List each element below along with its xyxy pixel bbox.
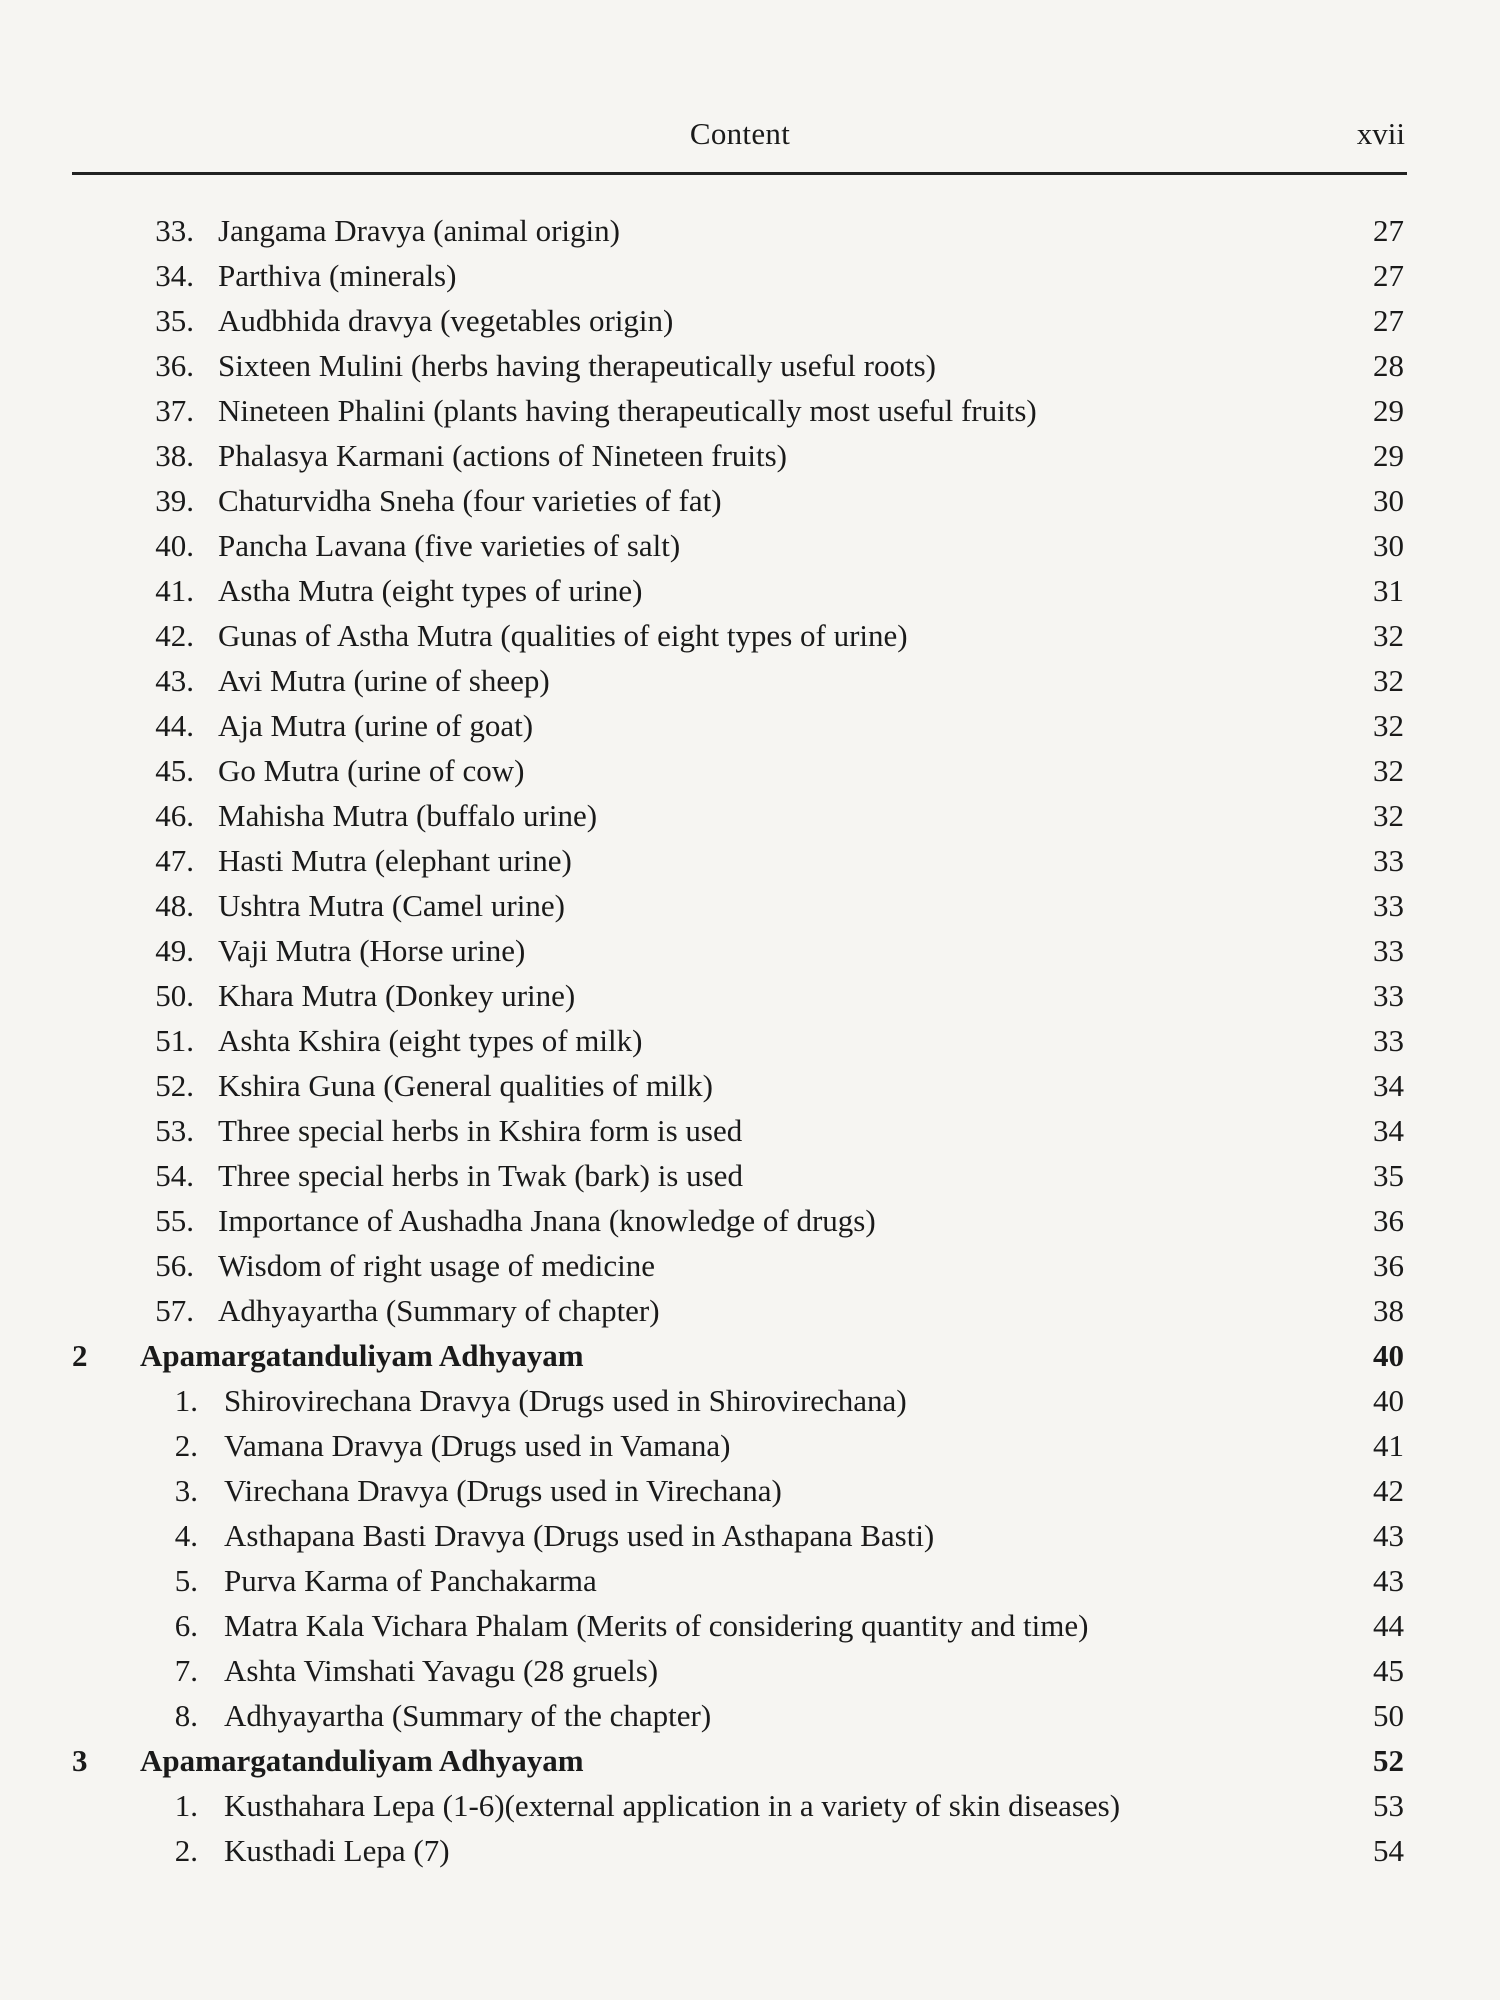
- entry-number: 37.: [155, 393, 194, 428]
- toc-entry-row: [0, 343, 1500, 388]
- toc-entry-row: [0, 658, 1500, 703]
- entry-title: Three special herbs in Kshira form is used: [218, 1113, 743, 1148]
- page-number: xvii: [1356, 116, 1405, 151]
- entry-number: 3: [72, 1743, 88, 1778]
- entry-page: 31: [1373, 573, 1404, 608]
- entry-title: Audbhida dravya (vegetables origin): [218, 303, 674, 338]
- toc-chapter-row: [0, 1333, 1500, 1378]
- entry-page: 32: [1373, 663, 1404, 698]
- entry-title: Ushtra Mutra (Camel urine): [218, 888, 565, 923]
- entry-page: 33: [1373, 933, 1404, 968]
- toc-entry-row: [0, 298, 1500, 343]
- toc-entry-row: [0, 1828, 1500, 1873]
- entry-number: 2: [72, 1338, 88, 1373]
- toc-entry-row: [0, 1693, 1500, 1738]
- entry-number: 52.: [155, 1068, 194, 1103]
- entry-title: Apamargatanduliyam Adhyayam: [140, 1338, 584, 1373]
- entry-title: Ashta Kshira (eight types of milk): [218, 1023, 643, 1058]
- entry-title: Purva Karma of Panchakarma: [224, 1563, 597, 1598]
- entry-title: Apamargatanduliyam Adhyayam: [140, 1743, 584, 1778]
- entry-number: 1.: [174, 1383, 198, 1418]
- entry-title: Go Mutra (urine of cow): [218, 753, 525, 788]
- entry-title: Mahisha Mutra (buffalo urine): [218, 798, 598, 833]
- entry-number: 50.: [155, 978, 194, 1013]
- entry-number: 46.: [155, 798, 194, 833]
- entry-title: Ashta Vimshati Yavagu (28 gruels): [224, 1653, 659, 1688]
- entry-page: 27: [1373, 258, 1404, 293]
- entry-page: 29: [1373, 438, 1404, 473]
- entry-page: 54: [1373, 1833, 1404, 1868]
- toc-entry-row: [0, 1513, 1500, 1558]
- entry-page: 32: [1373, 753, 1404, 788]
- entry-number: 2.: [174, 1833, 198, 1868]
- entry-page: 32: [1373, 798, 1404, 833]
- entry-page: 40: [1373, 1383, 1404, 1418]
- toc-entry-row: [0, 1018, 1500, 1063]
- toc-entry-row: [0, 1288, 1500, 1333]
- entry-page: 33: [1373, 978, 1404, 1013]
- entry-number: 42.: [155, 618, 194, 653]
- toc-entry-row: [0, 1378, 1500, 1423]
- toc-entry-row: [0, 1063, 1500, 1108]
- entry-page: 52: [1373, 1743, 1404, 1778]
- entry-title: Aja Mutra (urine of goat): [218, 708, 534, 743]
- toc-entry-row: [0, 478, 1500, 523]
- entry-number: 35.: [155, 303, 194, 338]
- entry-page: 38: [1373, 1293, 1404, 1328]
- entry-page: 36: [1373, 1203, 1404, 1238]
- entry-number: 45.: [155, 753, 194, 788]
- entry-page: 34: [1373, 1068, 1404, 1103]
- toc-entry-row: [0, 1603, 1500, 1648]
- toc-entry-row: [0, 793, 1500, 838]
- entry-title: Vamana Dravya (Drugs used in Vamana): [224, 1428, 731, 1463]
- entry-title: Adhyayartha (Summary of the chapter): [224, 1698, 712, 1733]
- table-of-contents: [0, 208, 1500, 1873]
- entry-page: 27: [1373, 213, 1404, 248]
- entry-page: 33: [1373, 1023, 1404, 1058]
- entry-number: 4.: [174, 1518, 198, 1553]
- entry-page: 53: [1373, 1788, 1404, 1823]
- toc-entry-row: [0, 1243, 1500, 1288]
- entry-page: 30: [1373, 483, 1404, 518]
- entry-title: Sixteen Mulini (herbs having therapeutically useful roots): [218, 348, 936, 383]
- entry-page: 29: [1373, 393, 1404, 428]
- entry-number: 38.: [155, 438, 194, 473]
- toc-chapter-row: [0, 1738, 1500, 1783]
- entry-title: Avi Mutra (urine of sheep): [218, 663, 550, 698]
- entry-number: 8.: [174, 1698, 198, 1733]
- entry-title: Khara Mutra (Donkey urine): [218, 978, 576, 1013]
- entry-number: 34.: [155, 258, 194, 293]
- entry-title: Shirovirechana Dravya (Drugs used in Shirovirechana): [224, 1383, 907, 1418]
- entry-page: 50: [1373, 1698, 1404, 1733]
- entry-number: 44.: [155, 708, 194, 743]
- entry-number: 49.: [155, 933, 194, 968]
- toc-entry-row: [0, 1783, 1500, 1828]
- entry-page: 27: [1373, 303, 1404, 338]
- entry-page: 28: [1373, 348, 1404, 383]
- entry-title: Gunas of Astha Mutra (qualities of eight types of urine): [218, 618, 908, 653]
- entry-title: Virechana Dravya (Drugs used in Virechana): [224, 1473, 782, 1508]
- toc-entry-row: [0, 1198, 1500, 1243]
- entry-title: Astha Mutra (eight types of urine): [218, 573, 643, 608]
- running-header: [75, 112, 1405, 162]
- toc-entry-row: [0, 388, 1500, 433]
- entry-page: 43: [1373, 1563, 1404, 1598]
- entry-page: 32: [1373, 708, 1404, 743]
- entry-number: 48.: [155, 888, 194, 923]
- entry-page: 44: [1373, 1608, 1404, 1643]
- entry-title: Jangama Dravya (animal origin): [218, 213, 620, 248]
- entry-title: Parthiva (minerals): [218, 258, 457, 293]
- entry-page: 30: [1373, 528, 1404, 563]
- entry-number: 57.: [155, 1293, 194, 1328]
- entry-page: 40: [1373, 1338, 1404, 1373]
- toc-entry-row: [0, 748, 1500, 793]
- toc-entry-row: [0, 973, 1500, 1018]
- entry-number: 47.: [155, 843, 194, 878]
- toc-entry-row: [0, 523, 1500, 568]
- entry-page: 42: [1373, 1473, 1404, 1508]
- entry-number: 54.: [155, 1158, 194, 1193]
- toc-entry-row: [0, 838, 1500, 883]
- entry-page: 41: [1373, 1428, 1404, 1463]
- entry-title: Wisdom of right usage of medicine: [218, 1248, 655, 1283]
- entry-number: 41.: [155, 573, 194, 608]
- toc-entry-row: [0, 1648, 1500, 1693]
- page-title: Content: [689, 116, 791, 151]
- entry-number: 43.: [155, 663, 194, 698]
- entry-title: Kusthadi Lepa (7): [224, 1833, 450, 1868]
- toc-entry-row: [0, 1153, 1500, 1198]
- entry-number: 7.: [174, 1653, 198, 1688]
- entry-page: 33: [1373, 843, 1404, 878]
- entry-page: 34: [1373, 1113, 1404, 1148]
- entry-title: Pancha Lavana (five varieties of salt): [218, 528, 681, 563]
- entry-number: 2.: [174, 1428, 198, 1463]
- toc-entry-row: [0, 1468, 1500, 1513]
- entry-page: 45: [1373, 1653, 1404, 1688]
- entry-title: Asthapana Basti Dravya (Drugs used in Asthapana Basti): [224, 1518, 935, 1553]
- toc-entry-row: [0, 1558, 1500, 1603]
- entry-page: 35: [1373, 1158, 1404, 1193]
- entry-title: Nineteen Phalini (plants having therapeutically most useful fruits): [218, 393, 1037, 428]
- header-rule: [72, 172, 1407, 175]
- entry-title: Kshira Guna (General qualities of milk): [218, 1068, 713, 1103]
- entry-number: 3.: [174, 1473, 198, 1508]
- toc-entry-row: [0, 1423, 1500, 1468]
- entry-number: 39.: [155, 483, 194, 518]
- entry-number: 33.: [155, 213, 194, 248]
- toc-entry-row: [0, 253, 1500, 298]
- entry-number: 6.: [174, 1608, 198, 1643]
- toc-entry-row: [0, 703, 1500, 748]
- entry-title: Hasti Mutra (elephant urine): [218, 843, 572, 878]
- entry-title: Adhyayartha (Summary of chapter): [218, 1293, 660, 1328]
- entry-number: 36.: [155, 348, 194, 383]
- entry-title: Kusthahara Lepa (1-6)(external application in a variety of skin diseases): [224, 1788, 1121, 1823]
- entry-title: Chaturvidha Sneha (four varieties of fat): [218, 483, 722, 518]
- entry-number: 1.: [174, 1788, 198, 1823]
- entry-number: 55.: [155, 1203, 194, 1238]
- entry-page: 32: [1373, 618, 1404, 653]
- toc-entry-row: [0, 568, 1500, 613]
- entry-title: Phalasya Karmani (actions of Nineteen fruits): [218, 438, 788, 473]
- entry-title: Three special herbs in Twak (bark) is used: [218, 1158, 743, 1193]
- entry-page: 43: [1373, 1518, 1404, 1553]
- entry-page: 36: [1373, 1248, 1404, 1283]
- entry-number: 5.: [174, 1563, 198, 1598]
- toc-entry-row: [0, 433, 1500, 478]
- entry-number: 56.: [155, 1248, 194, 1283]
- entry-title: Vaji Mutra (Horse urine): [218, 933, 526, 968]
- entry-number: 40.: [155, 528, 194, 563]
- toc-entry-row: [0, 928, 1500, 973]
- entry-number: 53.: [155, 1113, 194, 1148]
- entry-page: 33: [1373, 888, 1404, 923]
- toc-entry-row: [0, 1108, 1500, 1153]
- toc-entry-row: [0, 208, 1500, 253]
- entry-number: 51.: [155, 1023, 194, 1058]
- entry-title: Importance of Aushadha Jnana (knowledge of drugs): [218, 1203, 876, 1238]
- entry-title: Matra Kala Vichara Phalam (Merits of considering quantity and time): [224, 1608, 1089, 1643]
- toc-entry-row: [0, 613, 1500, 658]
- toc-entry-row: [0, 883, 1500, 928]
